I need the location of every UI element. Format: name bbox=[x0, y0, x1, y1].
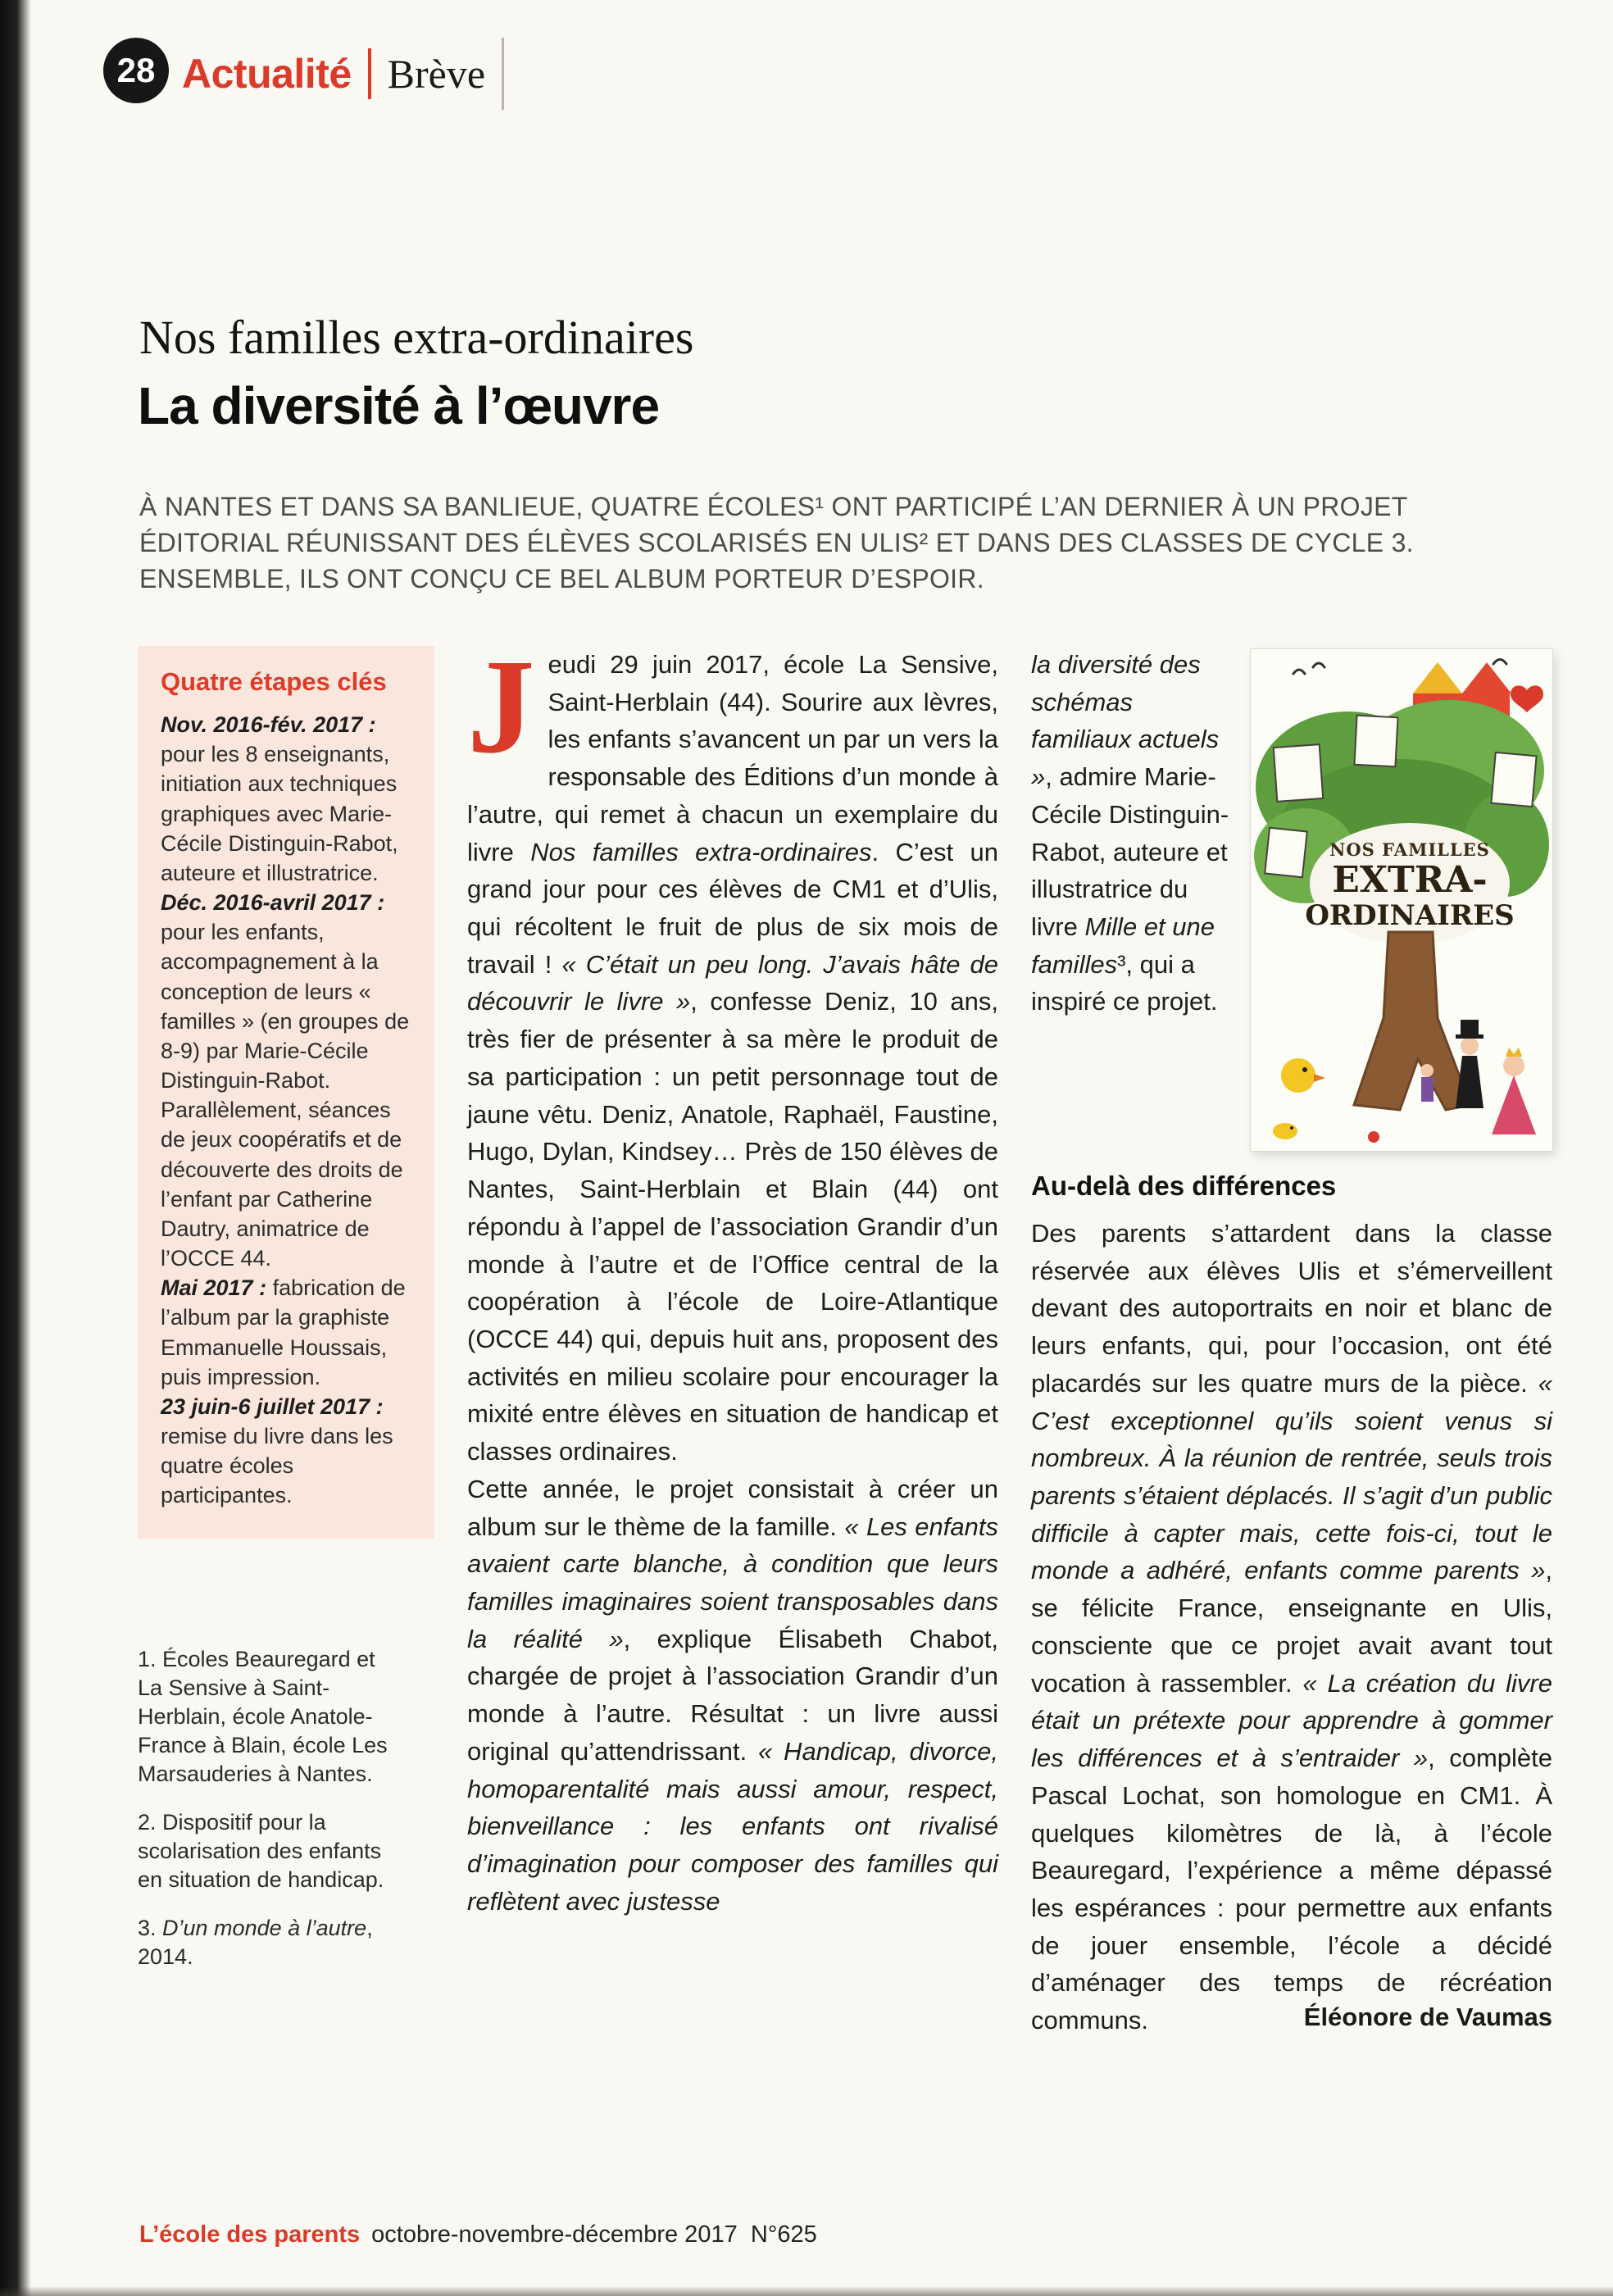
book-cover-illustration bbox=[1251, 649, 1552, 1151]
page-number-badge bbox=[103, 38, 169, 103]
ladybug-icon bbox=[1368, 1131, 1379, 1143]
cover-title bbox=[1305, 839, 1514, 932]
middle-column bbox=[467, 631, 999, 2032]
yellow-bird-icon bbox=[1273, 1123, 1297, 1139]
key-stages-list bbox=[161, 710, 411, 1511]
rubric-separator bbox=[502, 38, 504, 110]
stage-item: Déc. 2016-avril 2017 : pour les enfants, accompagnement à la conception de leurs « familles » (en groupes de 8-9) par Marie-Cécile Distinguin-Rabot. Parallèlement, séances de jeux coopératifs et de découverte des droits de l’enfant par Catherine Dautry, animatrice de l’OCCE 44. bbox=[161, 890, 410, 1271]
section-separator bbox=[368, 48, 371, 99]
scan-edge-left bbox=[0, 0, 31, 2296]
child-figure-icon bbox=[1420, 1064, 1434, 1102]
magazine-title: L’école des parents bbox=[139, 2221, 361, 2248]
article-paragraph bbox=[467, 631, 998, 1471]
article-subheading: Au-delà des différences bbox=[1031, 1171, 1337, 1201]
cover-title-bottom: ORDINAIRES bbox=[1305, 899, 1515, 932]
scan-edge-bottom bbox=[0, 2286, 1613, 2296]
footnote-item: 1. Écoles Beauregard et La Sensive à Saint-Herblain, école Anatole-France à Blain, école Les Marsauderies à Nantes. bbox=[138, 1646, 388, 1787]
stage-item: Mai 2017 : fabrication de l’album par la graphiste Emmanuelle Houssais, puis impression. bbox=[161, 1275, 406, 1389]
book-cover-image bbox=[1251, 649, 1552, 1151]
page-footer bbox=[139, 2221, 817, 2248]
article-paragraph: Des parents s’attardent dans la classe réservée aux élèves Ulis et s’émerveillent devant des autoportraits en noir et blanc de leurs enfants, qui, pour l’occasion, ont été placardés sur les quatre murs de la pièce. « C’est exceptionnel qu’ils soient venus si nombreux. À la réunion de rentrée, seuls trois parents s’étaient déplacés. Il s’agit d’un public difficile à capter mais, cette fois-ci, tout le monde a adhéré, enfants comme parents », se félicite France, enseignante en Ulis, consciente que ce projet avait avant tout vocation à rassembler. « La création du livre était un prétexte pour apprendre à gommer les différences et à s’entraider », complète Pascal Lochat, son homologue en CM1. À quelques kilomètres de là, à l’école Beauregard, l’expérience a même dépassé les espérances : pour permettre aux enfants de jouer ensemble, l’école a décidé d’aménager des temps de récréation communs. bbox=[1031, 1219, 1553, 2035]
page-number: 28 bbox=[116, 51, 156, 89]
paragraph-text: eudi 29 juin 2017, école La Sensive, Saint-Herblain (44). Sourire aux lèvres, les enfants s’avancent un par un vers la responsable des Éditions d’un monde à l’autre, qui remet à chacun un exemplaire du livre Nos familles extra-ordinaires. C’est un grand jour pour ces élèves de CM1 et d’Ulis, qui récoltent le fruit de plus de six mois de travail ! « C’était un peu long. J’avais hâte de découvrir le livre », confesse Deniz, 10 ans, très fier de présenter à sa mère le produit de sa participation : un petit personnage tout de jaune vêtu. Deniz, Anatole, Raphaël, Faustine, Hugo, Dylan, Kindsey… Près de 150 élèves de Nantes, Saint-Herblain et Blain (44) ont répondu à l’appel de l’association Grandir d’un monde à l’autre et de l’Office central de la coopération à l’école de Loire-Atlantique (OCCE 44) qui, depuis huit ans, proposent des activités en milieu scolaire pour encourager la mixité entre élèves en situation de handicap et classes ordinaires. bbox=[467, 650, 998, 1466]
article-title: La diversité à l’œuvre bbox=[138, 376, 660, 435]
key-stages-box bbox=[138, 646, 434, 1539]
section-label: Actualité bbox=[182, 51, 352, 97]
footnote-item: 2. Dispositif pour la scolarisation des enfants en situation de handicap. bbox=[138, 1810, 384, 1893]
section-header bbox=[182, 41, 504, 107]
article-paragraph: Cette année, le projet consistait à créer un album sur le thème de la famille. « Les enfants avaient carte blanche, à condition que leurs familles imaginaires soient transposables dans la réalité », explique Élisabeth Chabot, chargée de projet à l’association Grandir d’un monde à l’autre. Résultat : un livre aussi original qu’attendrissant. « Handicap, divorce, homoparentalité mais aussi amour, respect, bienveillance : les enfants ont rivalisé d’imagination pour composer des familles qui reflètent avec justesse bbox=[467, 1474, 999, 1916]
article-paragraph: la diversité des schémas familiaux actuels », admire Marie-Cécile Distinguin-Rabot, auteure et illustratrice du livre Mille et une familles³, qui a inspiré ce projet. bbox=[1031, 650, 1229, 1016]
left-column bbox=[138, 646, 434, 2032]
footnotes bbox=[138, 1645, 388, 1972]
footnote-item: 3. D’un monde à l’autre, 2014. bbox=[138, 1916, 373, 1970]
cover-title-mid: EXTRA- bbox=[1332, 859, 1488, 901]
stage-item: Nov. 2016-fév. 2017 : pour les 8 enseignants, initiation aux techniques graphiques avec Marie-Cécile Distinguin-Rabot, auteure et illustratrice. bbox=[161, 712, 398, 885]
article-columns bbox=[138, 631, 1553, 2035]
standfirst: À NANTES ET DANS SA BANLIEUE, QUATRE ÉCOLES¹ ONT PARTICIPÉ L’AN DERNIER À UN PROJET ÉDITORIAL RÉUNISSANT DES ÉLÈVES SCOLARISÉS EN ULIS² ET DANS DES CLASSES DE CYCLE 3. ENSEMBLE, ILS ONT CONÇU CE BEL ALBUM PORTEUR D’ESPOIR. bbox=[139, 492, 1414, 594]
dropcap: J bbox=[467, 631, 535, 781]
cover-title-top: NOS FAMILLES bbox=[1329, 839, 1490, 860]
author-byline: Éléonore de Vaumas bbox=[1303, 2002, 1552, 2031]
article-kicker: Nos familles extra-ordinaires bbox=[139, 311, 694, 364]
rubric-label: Brève bbox=[387, 51, 486, 97]
issue-info: octobre-novembre-décembre 2017 N°625 bbox=[371, 2221, 817, 2248]
stage-item: 23 juin-6 juillet 2017 : remise du livre dans les quatre écoles participantes. bbox=[161, 1394, 393, 1508]
right-column bbox=[1031, 646, 1553, 2035]
key-stages-title: Quatre étapes clés bbox=[161, 667, 387, 696]
